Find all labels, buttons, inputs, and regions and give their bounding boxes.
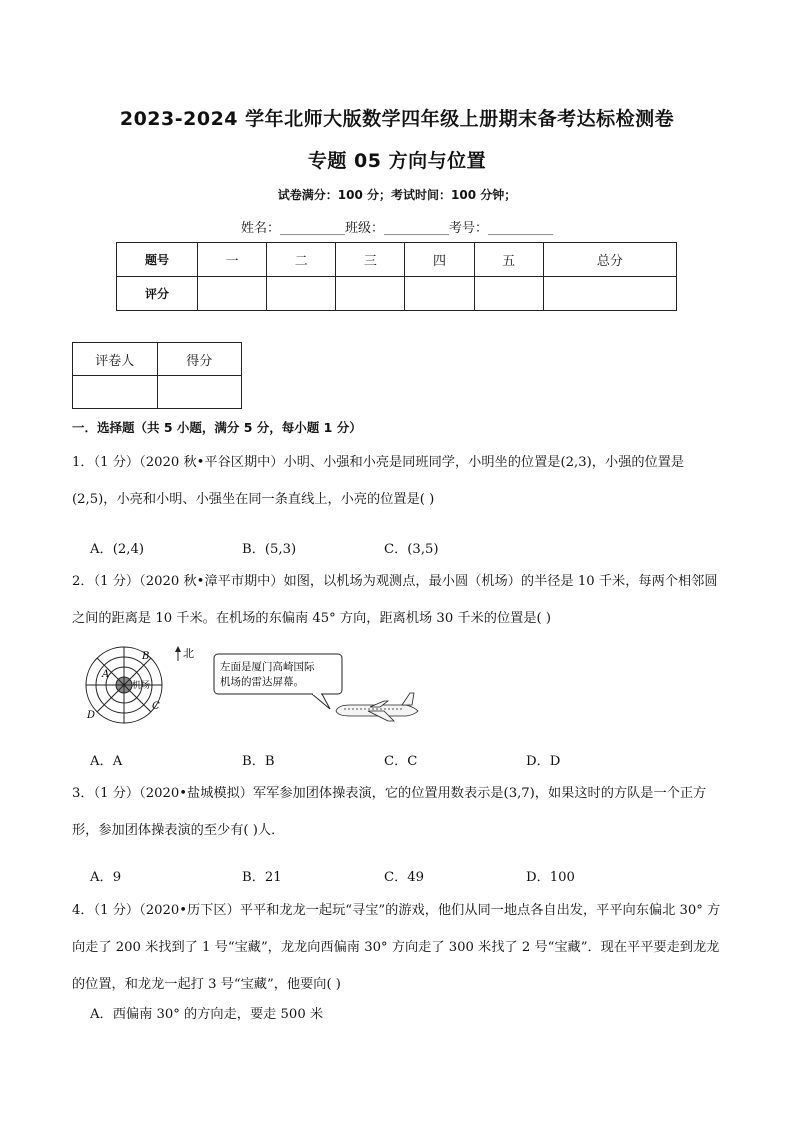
point-label-b: B	[142, 651, 150, 662]
q2-option-c: C．C	[384, 754, 418, 769]
point-label-a: A	[102, 669, 110, 680]
score-col-2: 二	[267, 243, 336, 277]
score-cell	[198, 277, 267, 311]
score-table-header-row	[117, 243, 677, 277]
exam-title: 2023-2024 学年北师大版数学四年级上册期末备考达标检测卷	[119, 108, 675, 130]
question-3-options	[90, 866, 730, 886]
score-cell	[157, 376, 242, 409]
grader-cell	[73, 376, 158, 409]
question-1-text: 1．（1 分）（2020 秋•平谷区期中）小明、小强和小亮是同班同学，小明坐的位置是(2,3)，小强的位置是(2,5)，小亮和小明、小强坐在同一条直线上，小亮的位置是( )	[72, 455, 685, 507]
grader-label: 评卷人	[73, 343, 158, 376]
q3-option-a: A．9	[90, 870, 122, 885]
point-label-c: C	[152, 701, 160, 712]
q2-option-a: A．A	[90, 754, 123, 769]
bubble-text-line-1: 左面是厦门高崎国际	[220, 661, 315, 673]
q3-option-c: C．49	[384, 870, 425, 885]
radar-figure	[72, 645, 432, 725]
q3-option-d: D．100	[526, 870, 575, 885]
score-cell	[267, 277, 336, 311]
score-cell	[405, 277, 474, 311]
section-1-title: 一．选择题（共 5 小题，满分 5 分，每小题 1 分）	[72, 420, 362, 435]
score-label: 得分	[157, 343, 242, 376]
score-table-row-label: 评分	[117, 277, 198, 311]
score-table-score-row	[117, 277, 677, 311]
north-arrowhead-icon	[175, 646, 181, 652]
speech-bubble	[214, 654, 342, 694]
q1-option-a: A．(2,4)	[90, 542, 144, 557]
score-cell	[543, 277, 676, 311]
exam-meta: 试卷满分：100 分；考试时间：100 分钟；	[277, 188, 517, 202]
q1-option-b: B．(5,3)	[242, 542, 297, 557]
airplane-icon	[336, 693, 418, 721]
q2-option-b: B．B	[242, 754, 275, 769]
score-table	[116, 242, 677, 311]
score-cell	[474, 277, 543, 311]
score-col-3: 三	[336, 243, 405, 277]
question-2-text: 2．（1 分）（2020 秋•漳平市期中）如图，以机场为观测点，最小圆（机场）的半径是 10 千米，每两个相邻圆之间的距离是 10 千米。在机场的东偏南 45° 方向，距离机场 30 千米的位置是( )	[72, 574, 718, 626]
center-label: 机场	[132, 681, 151, 691]
q2-option-d: D．D	[526, 754, 561, 769]
point-label-d: D	[87, 710, 96, 721]
grader-table	[72, 342, 242, 409]
q1-option-c: C．(3,5)	[384, 542, 439, 557]
question-1-options	[90, 538, 730, 558]
score-cell	[336, 277, 405, 311]
question-2-options	[90, 750, 730, 770]
student-info: 姓名：__________班级：__________考号：__________	[240, 221, 553, 236]
score-col-total: 总分	[543, 243, 676, 277]
score-col-4: 四	[405, 243, 474, 277]
q3-option-b: B．21	[242, 870, 282, 885]
speech-bubble-tail	[312, 694, 330, 709]
score-col-1: 一	[198, 243, 267, 277]
exam-subtitle: 专题 05 方向与位置	[307, 150, 487, 172]
radar-figure-svg	[72, 645, 432, 725]
question-3-text: 3．（1 分）（2020•盐城模拟）军军参加团体操表演，它的位置用数表示是(3,7)，如果这时的方队是一个正方形，参加团体操表演的至少有( )人．	[72, 786, 707, 838]
q4-option-a: A．西偏南 30° 的方向走，要走 500 米	[90, 1007, 324, 1022]
question-4-options	[90, 1003, 730, 1023]
question-4-text: 4．（1 分）（2020•历下区）平平和龙龙一起玩“寻宝”的游戏，他们从同一地点各自出发，平平向东偏北 30° 方向走了 200 米找到了 1 号“宝藏”，龙龙向西偏南 30° 方向走了 300 米找了 2 号“宝藏”．现在平平要走到龙龙的位置，和龙龙一起打 3 号“宝藏”，他要向( )	[72, 903, 721, 992]
bubble-text-line-2: 机场的雷达屏幕。	[220, 676, 304, 688]
score-col-5: 五	[474, 243, 543, 277]
radar-screen	[86, 647, 162, 723]
north-label: 北	[183, 647, 194, 660]
score-table-header-label: 题号	[117, 243, 198, 277]
